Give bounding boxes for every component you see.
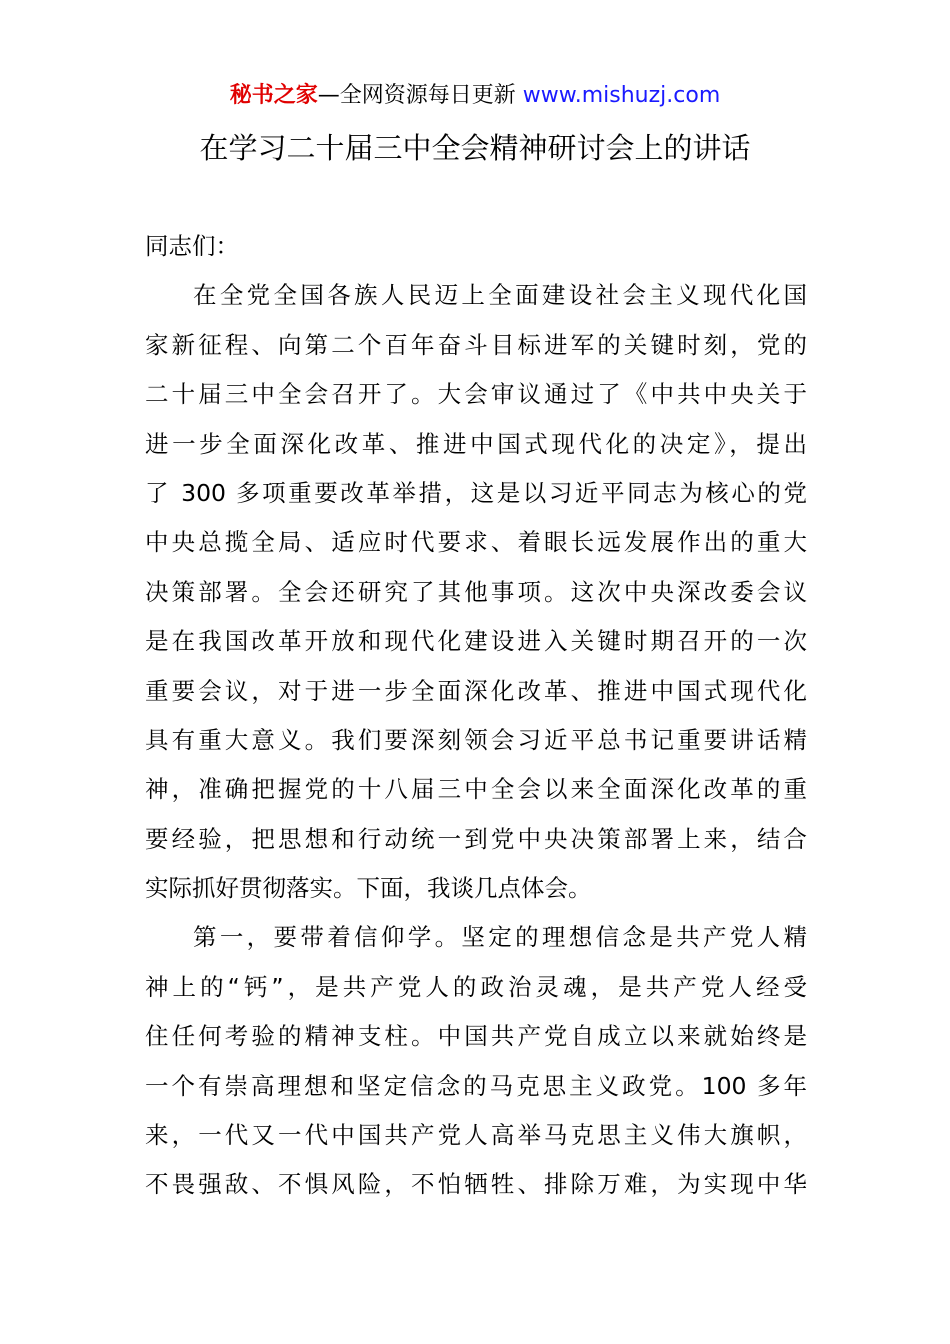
site-header [0, 80, 950, 112]
paragraph-line: 在全党全国各族人民迈上全面建设社会主义现代化国 [193, 281, 807, 310]
salutation: 同志们： [145, 232, 239, 260]
paragraph-line: 决策部署。全会还研究了其他事项。这次中央深改委会议 [145, 577, 807, 606]
paragraph-line: 是在我国改革开放和现代化建设进入关键时期召开的一次 [145, 627, 807, 656]
paragraph-line: 中央总揽全局、适应时代要求、着眼长远发展作出的重大 [145, 528, 807, 557]
paragraph-line: 进一步全面深化改革、推进中国式现代化的决定》，提出 [145, 429, 807, 458]
site-url-link[interactable]: www.mishuzj.com [522, 83, 721, 108]
paragraph-line: 来，一代又一代中国共产党人高举马克思主义伟大旗帜， [145, 1121, 807, 1150]
paragraph-line: 不畏强敌、不惧风险，不怕牺牲、排除万难，为实现中华 [145, 1170, 807, 1199]
paragraph-line: 二十届三中全会召开了。大会审议通过了《中共中央关于 [145, 380, 807, 409]
paragraph-line: 重要会议，对于进一步全面深化改革、推进中国式现代化 [145, 676, 807, 705]
paragraph-line: 家新征程、向第二个百年奋斗目标进军的关键时刻，党的 [145, 330, 807, 359]
page-title: 在学习二十届三中全会精神研讨会上的讲话 [199, 131, 751, 165]
paragraph-line: 实际抓好贯彻落实。下面，我谈几点体会。 [145, 874, 592, 903]
paragraph-line: 神，准确把握党的十八届三中全会以来全面深化改革的重 [145, 775, 807, 804]
site-tagline: —全网资源每日更新 [317, 83, 523, 108]
paragraph-line: 住任何考验的精神支柱。中国共产党自成立以来就始终是 [145, 1022, 807, 1051]
paragraph-line: 了 300 多项重要改革举措，这是以习近平同志为核心的党 [145, 478, 807, 507]
speech-body [145, 222, 807, 1210]
paragraph-line: 要经验，把思想和行动统一到党中央决策部署上来，结合 [145, 824, 807, 853]
site-brand: 秘书之家 [229, 83, 318, 108]
paragraph-line: 具有重大意义。我们要深刻领会习近平总书记重要讲话精 [145, 725, 807, 754]
paragraph-line: 一个有崇高理想和坚定信念的马克思主义政党。100 多年 [145, 1071, 807, 1100]
paragraph-line: 神上的“钙”，是共产党人的政治灵魂，是共产党人经受 [145, 972, 807, 1001]
paragraph-line: 第一，要带着信仰学。坚定的理想信念是共产党人精 [193, 923, 807, 952]
